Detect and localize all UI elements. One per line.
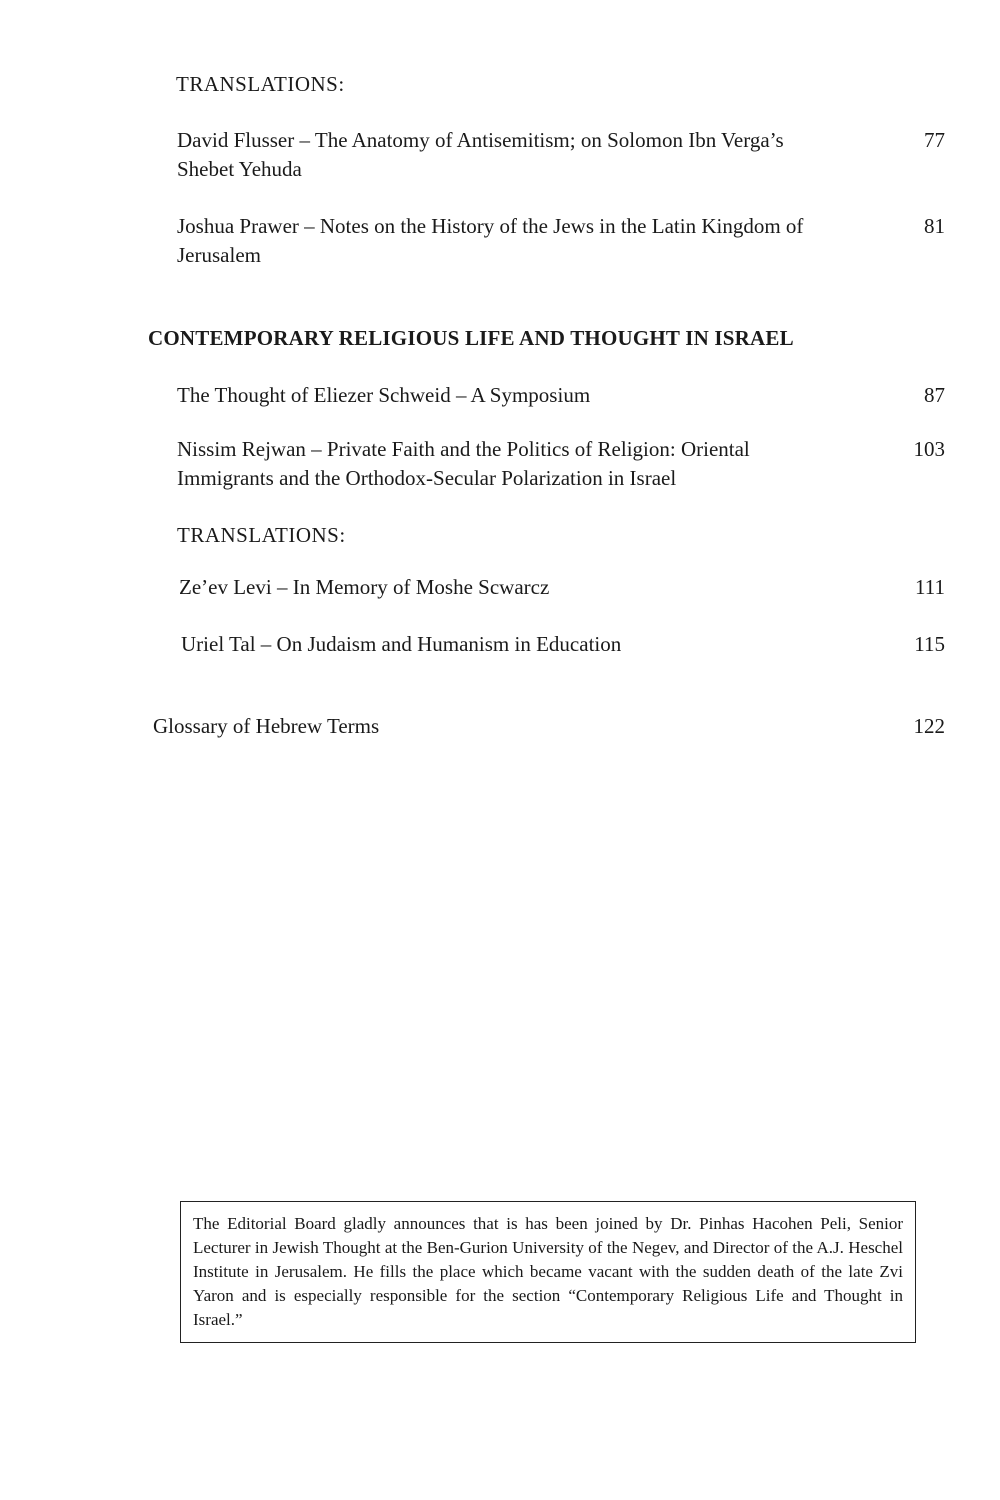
toc-entry (179, 573, 945, 602)
toc-entry-page: 81 (924, 214, 945, 238)
toc-entry-title: Uriel Tal – On Judaism and Humanism in Education (181, 632, 622, 656)
glossary-page: 122 (913, 714, 945, 738)
toc-entry-title: Ze’ev Levi – In Memory of Moshe Scwarcz (179, 575, 550, 599)
toc-entry (181, 630, 945, 659)
toc-entry-title: Joshua Prawer – Notes on the History of the Jews in the Latin Kingdom of Jerusalem (177, 214, 804, 267)
translations-heading: TRANSLATIONS: (176, 72, 345, 96)
glossary-entry (153, 712, 945, 741)
editorial-notice-text: The Editorial Board gladly announces that is has been joined by Dr. Pinhas Hacohen Peli, Senior Lecturer in Jewish Thought at the Ben-Gurion University of the Negev, and Director of the A.J. Heschel Institute in Jerusalem. He fills the place which became vacant with the sudden death of the late Zvi Yaron and is especially responsible for the section “Contemporary Religious Life and Thought in Israel.” (193, 1214, 903, 1329)
toc-entry-title: Nissim Rejwan – Private Faith and the Politics of Religion: Oriental Immigrants and the Orthodox-Secular Polarization in Israel (177, 437, 750, 490)
toc-entry-page: 77 (924, 128, 945, 152)
translations-heading: TRANSLATIONS: (177, 523, 346, 547)
toc-entry (177, 381, 945, 410)
toc-entry (177, 126, 945, 184)
toc-entry-title: The Thought of Eliezer Schweid – A Symposium (177, 383, 591, 407)
toc-entry (177, 435, 945, 493)
toc-entry (177, 212, 945, 270)
toc-entry-page: 103 (913, 437, 945, 461)
toc-entry-page: 87 (924, 383, 945, 407)
glossary-title: Glossary of Hebrew Terms (153, 714, 380, 738)
editorial-notice-box (180, 1201, 916, 1343)
toc-entry-page: 115 (914, 632, 945, 656)
toc-entry-page: 111 (915, 575, 945, 599)
section-title: CONTEMPORARY RELIGIOUS LIFE AND THOUGHT IN ISRAEL (148, 326, 794, 350)
toc-entry-title: David Flusser – The Anatomy of Antisemitism; on Solomon Ibn Verga’s Shebet Yehuda (177, 128, 784, 181)
